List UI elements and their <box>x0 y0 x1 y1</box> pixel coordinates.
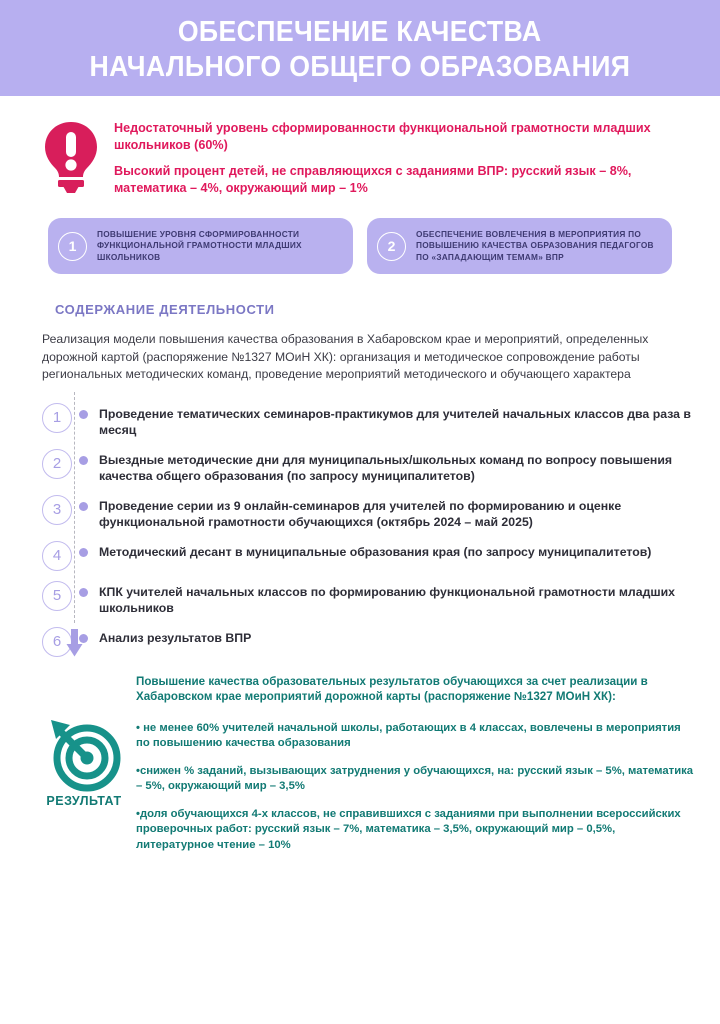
step-bullet-icon-1 <box>79 410 88 419</box>
problem-paragraph-1: Недостаточный уровень сформированности функциональной грамотности младших школьников (60%) <box>114 121 651 152</box>
result-badge-label: РЕЗУЛЬТАТ <box>46 793 122 808</box>
step-bullet-icon-3 <box>79 502 88 511</box>
content-section-title: СОДЕРЖАНИЕ ДЕЯТЕЛЬНОСТИ <box>55 302 275 318</box>
problem-statement-block <box>0 118 720 196</box>
problem-paragraph-2: Высокий процент детей, не справляющихся с заданиями ВПР: русский язык – 8%, математика – 4%, окружающий мир – 1% <box>114 164 632 195</box>
arrow-down-icon <box>66 629 83 657</box>
list-item[interactable] <box>42 544 720 571</box>
result-bullet-3: •доля обучающихся 4-х классов, не справившихся с заданиями при выполнении всероссийских проверочных работ: русский язык – 7%, математика – 3,5%, окружающий мир – 0,5%, литературное чтение – 10% <box>136 807 681 851</box>
step-text-3: Проведение серии из 9 онлайн-семинаров для учителей по формированию и оценке функциональной грамотности обучающихся (октябрь 2024 – май 2025) <box>99 498 622 530</box>
step-bullet-icon-6 <box>79 634 88 643</box>
result-bullet-1: • не менее 60% учителей начальной школы, работающих в 4 классах, вовлечены в мероприятия по повышению качества образования <box>136 721 681 750</box>
content-section-body: Реализация модели повышения качества образования в Хабаровском крае и мероприятий, определенных дорожной картой (распоряжение №1327 МОиН ХК): организация и методическое сопровождение работы региональных методических команд, проведение мероприятий методического и обучающего характера <box>42 332 649 382</box>
list-item[interactable] <box>42 584 720 617</box>
step-text-4: Методический десант в муниципальные образования края (по запросу муниципалитетов) <box>99 544 652 559</box>
page-title-line-2: НАЧАЛЬНОГО ОБЩЕГО ОБРАЗОВАНИЯ <box>89 51 631 83</box>
list-item[interactable] <box>42 498 720 531</box>
result-text-group <box>136 670 696 854</box>
exclamation-bulb-icon <box>42 120 100 194</box>
step-bullet-icon-4 <box>79 548 88 557</box>
step-number-3: 3 <box>42 495 72 525</box>
page-title-line-1: ОБЕСПЕЧЕНИЕ КАЧЕСТВА <box>178 16 542 48</box>
page-header <box>0 0 720 96</box>
result-heading: Повышение качества образовательных результатов обучающихся за счет реализации в Хабаровском крае мероприятий дорожной карты (распоряжение №1327 МОиН ХК): <box>136 674 648 704</box>
task-number-badge-1: 1 <box>58 232 87 261</box>
step-number-5: 5 <box>42 581 72 611</box>
task-label-2: ОБЕСПЕЧЕНИЕ ВОВЛЕЧЕНИЯ В МЕРОПРИЯТИЯ ПО ПОВЫШЕНИЮ КАЧЕСТВА ОБРАЗОВАНИЯ ПЕДАГОГОВ ПО «ЗАПАДАЮЩИМ ТЕМАМ» ВПР <box>416 229 654 262</box>
step-text-5: КПК учителей начальных классов по формированию функциональной грамотности младших школьников <box>99 584 676 616</box>
step-bullet-icon-2 <box>79 456 88 465</box>
list-item[interactable] <box>42 630 720 657</box>
result-block <box>0 670 720 854</box>
list-item[interactable] <box>42 452 720 485</box>
result-bullet-2: •снижен % заданий, вызывающих затруднения у обучающихся, на: русский язык – 5%, математика – 5%, окружающий мир – 3,5% <box>136 764 694 793</box>
step-bullet-icon-5 <box>79 588 88 597</box>
step-number-1: 1 <box>42 403 72 433</box>
task-label-1: ПОВЫШЕНИЕ УРОВНЯ СФОРМИРОВАННОСТИ ФУНКЦИОНАЛЬНОЙ ГРАМОТНОСТИ МЛАДШИХ ШКОЛЬНИКОВ <box>97 229 302 262</box>
task-box-1[interactable] <box>48 218 353 274</box>
task-boxes-row <box>0 218 720 274</box>
list-item[interactable] <box>42 406 720 439</box>
step-number-4: 4 <box>42 541 72 571</box>
step-text-6: Анализ результатов ВПР <box>99 630 252 645</box>
problem-text-group <box>114 118 690 196</box>
result-icon-group <box>38 714 130 808</box>
task-box-2[interactable] <box>367 218 672 274</box>
step-number-6: 6 <box>42 627 72 657</box>
activity-steps-list <box>0 406 720 657</box>
step-number-2: 2 <box>42 449 72 479</box>
target-bullseye-arrow-icon <box>45 714 123 792</box>
step-text-1: Проведение тематических семинаров-практикумов для учителей начальных классов два раза в месяц <box>99 406 691 438</box>
task-number-badge-2: 2 <box>377 232 406 261</box>
step-text-2: Выездные методические дни для муниципальных/школьных команд по вопросу повышения качества общего образования (по запросу муниципалитетов) <box>99 452 673 484</box>
